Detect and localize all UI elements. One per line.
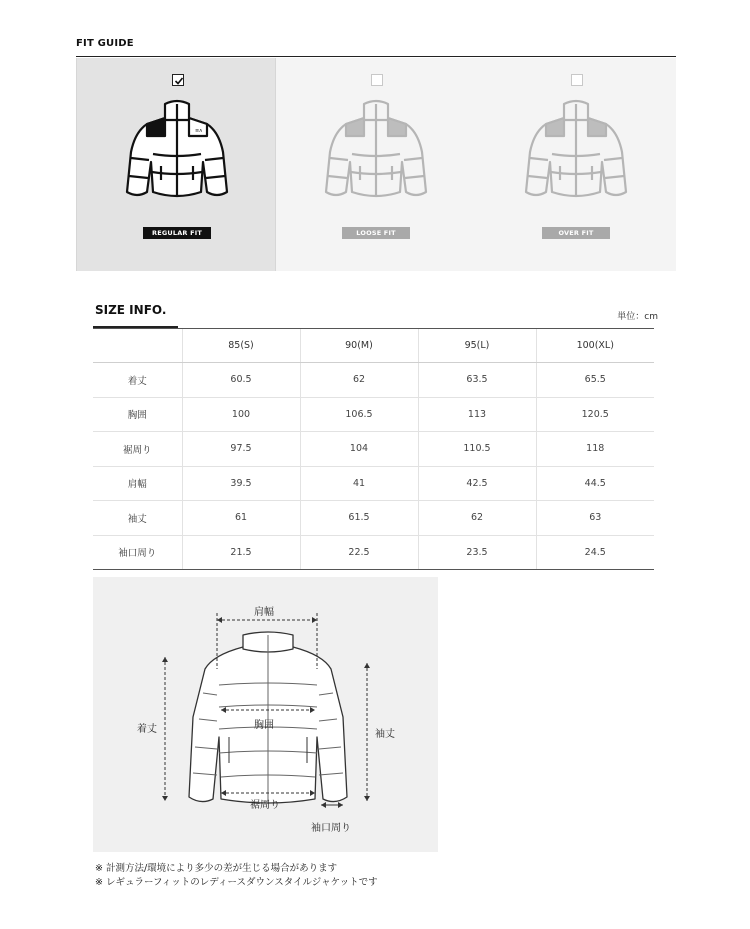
size-table-top-border [93,328,654,329]
fit-label-over: OVER FIT [542,227,610,239]
table-cell: 100 [182,397,300,432]
table-cell: 23.5 [418,535,536,570]
fit-guide-divider [76,56,676,57]
table-cell: 62 [300,363,418,398]
size-header-s: 85(S) [182,328,300,363]
table-cell: 60.5 [182,363,300,398]
measurement-diagram [93,577,438,852]
table-cell: 39.5 [182,466,300,501]
table-cell: 120.5 [536,397,654,432]
notes [95,862,378,890]
table-row [93,363,654,398]
fit-checkbox-regular[interactable] [172,74,184,86]
table-cell: 42.5 [418,466,536,501]
check-icon [174,76,184,86]
table-cell: 61.5 [300,501,418,536]
table-row [93,432,654,467]
size-info-title: SIZE INFO. [95,303,167,317]
size-table [93,328,654,570]
label-sleeve: 袖丈 [375,729,395,740]
row-label: 肩幅 [93,466,182,501]
size-header-m: 90(M) [300,328,418,363]
table-row [93,466,654,501]
table-cell: 62 [418,501,536,536]
row-label: 胸囲 [93,397,182,432]
table-cell: 118 [536,432,654,467]
unit-label: 単位：cm [617,312,658,322]
fit-checkbox-loose[interactable] [371,74,383,86]
table-row [93,501,654,536]
table-cell: 104 [300,432,418,467]
row-label: 袖丈 [93,501,182,536]
table-cell: 44.5 [536,466,654,501]
table-cell: 22.5 [300,535,418,570]
table-cell: 113 [418,397,536,432]
table-cell: 21.5 [182,535,300,570]
table-cell: 24.5 [536,535,654,570]
fit-option-over[interactable] [476,58,676,271]
table-cell: 63.5 [418,363,536,398]
fit-guide-title: FIT GUIDE [76,38,134,49]
row-label: 着丈 [93,363,182,398]
row-label: 裾周り [93,432,182,467]
jacket-regular-icon [117,92,237,212]
table-cell: 61 [182,501,300,536]
size-table-corner [93,328,182,363]
jacket-loose-icon [316,92,436,212]
fit-checkbox-over[interactable] [571,74,583,86]
table-cell: 65.5 [536,363,654,398]
table-row [93,397,654,432]
table-cell: 110.5 [418,432,536,467]
size-table-header-row [93,328,654,363]
table-cell: 106.5 [300,397,418,432]
size-header-xl: 100(XL) [536,328,654,363]
table-row [93,535,654,570]
label-shoulder: 肩幅 [254,607,274,618]
fit-label-regular: REGULAR FIT [143,227,211,239]
table-cell: 41 [300,466,418,501]
svg-text:≡ʌ: ≡ʌ [195,128,203,134]
label-length: 着丈 [137,724,157,735]
label-chest: 胸囲 [254,720,274,731]
label-cuff: 袖口周り [311,823,351,834]
fit-option-regular[interactable] [76,58,276,271]
fit-label-loose: LOOSE FIT [342,227,410,239]
table-cell: 97.5 [182,432,300,467]
note-line: ※ 計測方法/環境により多少の差が生じる場合があります [95,863,338,874]
size-header-l: 95(L) [418,328,536,363]
fit-guide-options [76,58,676,271]
jacket-over-icon [516,92,636,212]
fit-option-loose[interactable] [276,58,476,271]
label-hem: 裾周り [250,800,280,811]
table-cell: 63 [536,501,654,536]
note-line: ※ レギュラーフィットのレディースダウンスタイルジャケットです [95,877,378,888]
row-label: 袖口周り [93,535,182,570]
